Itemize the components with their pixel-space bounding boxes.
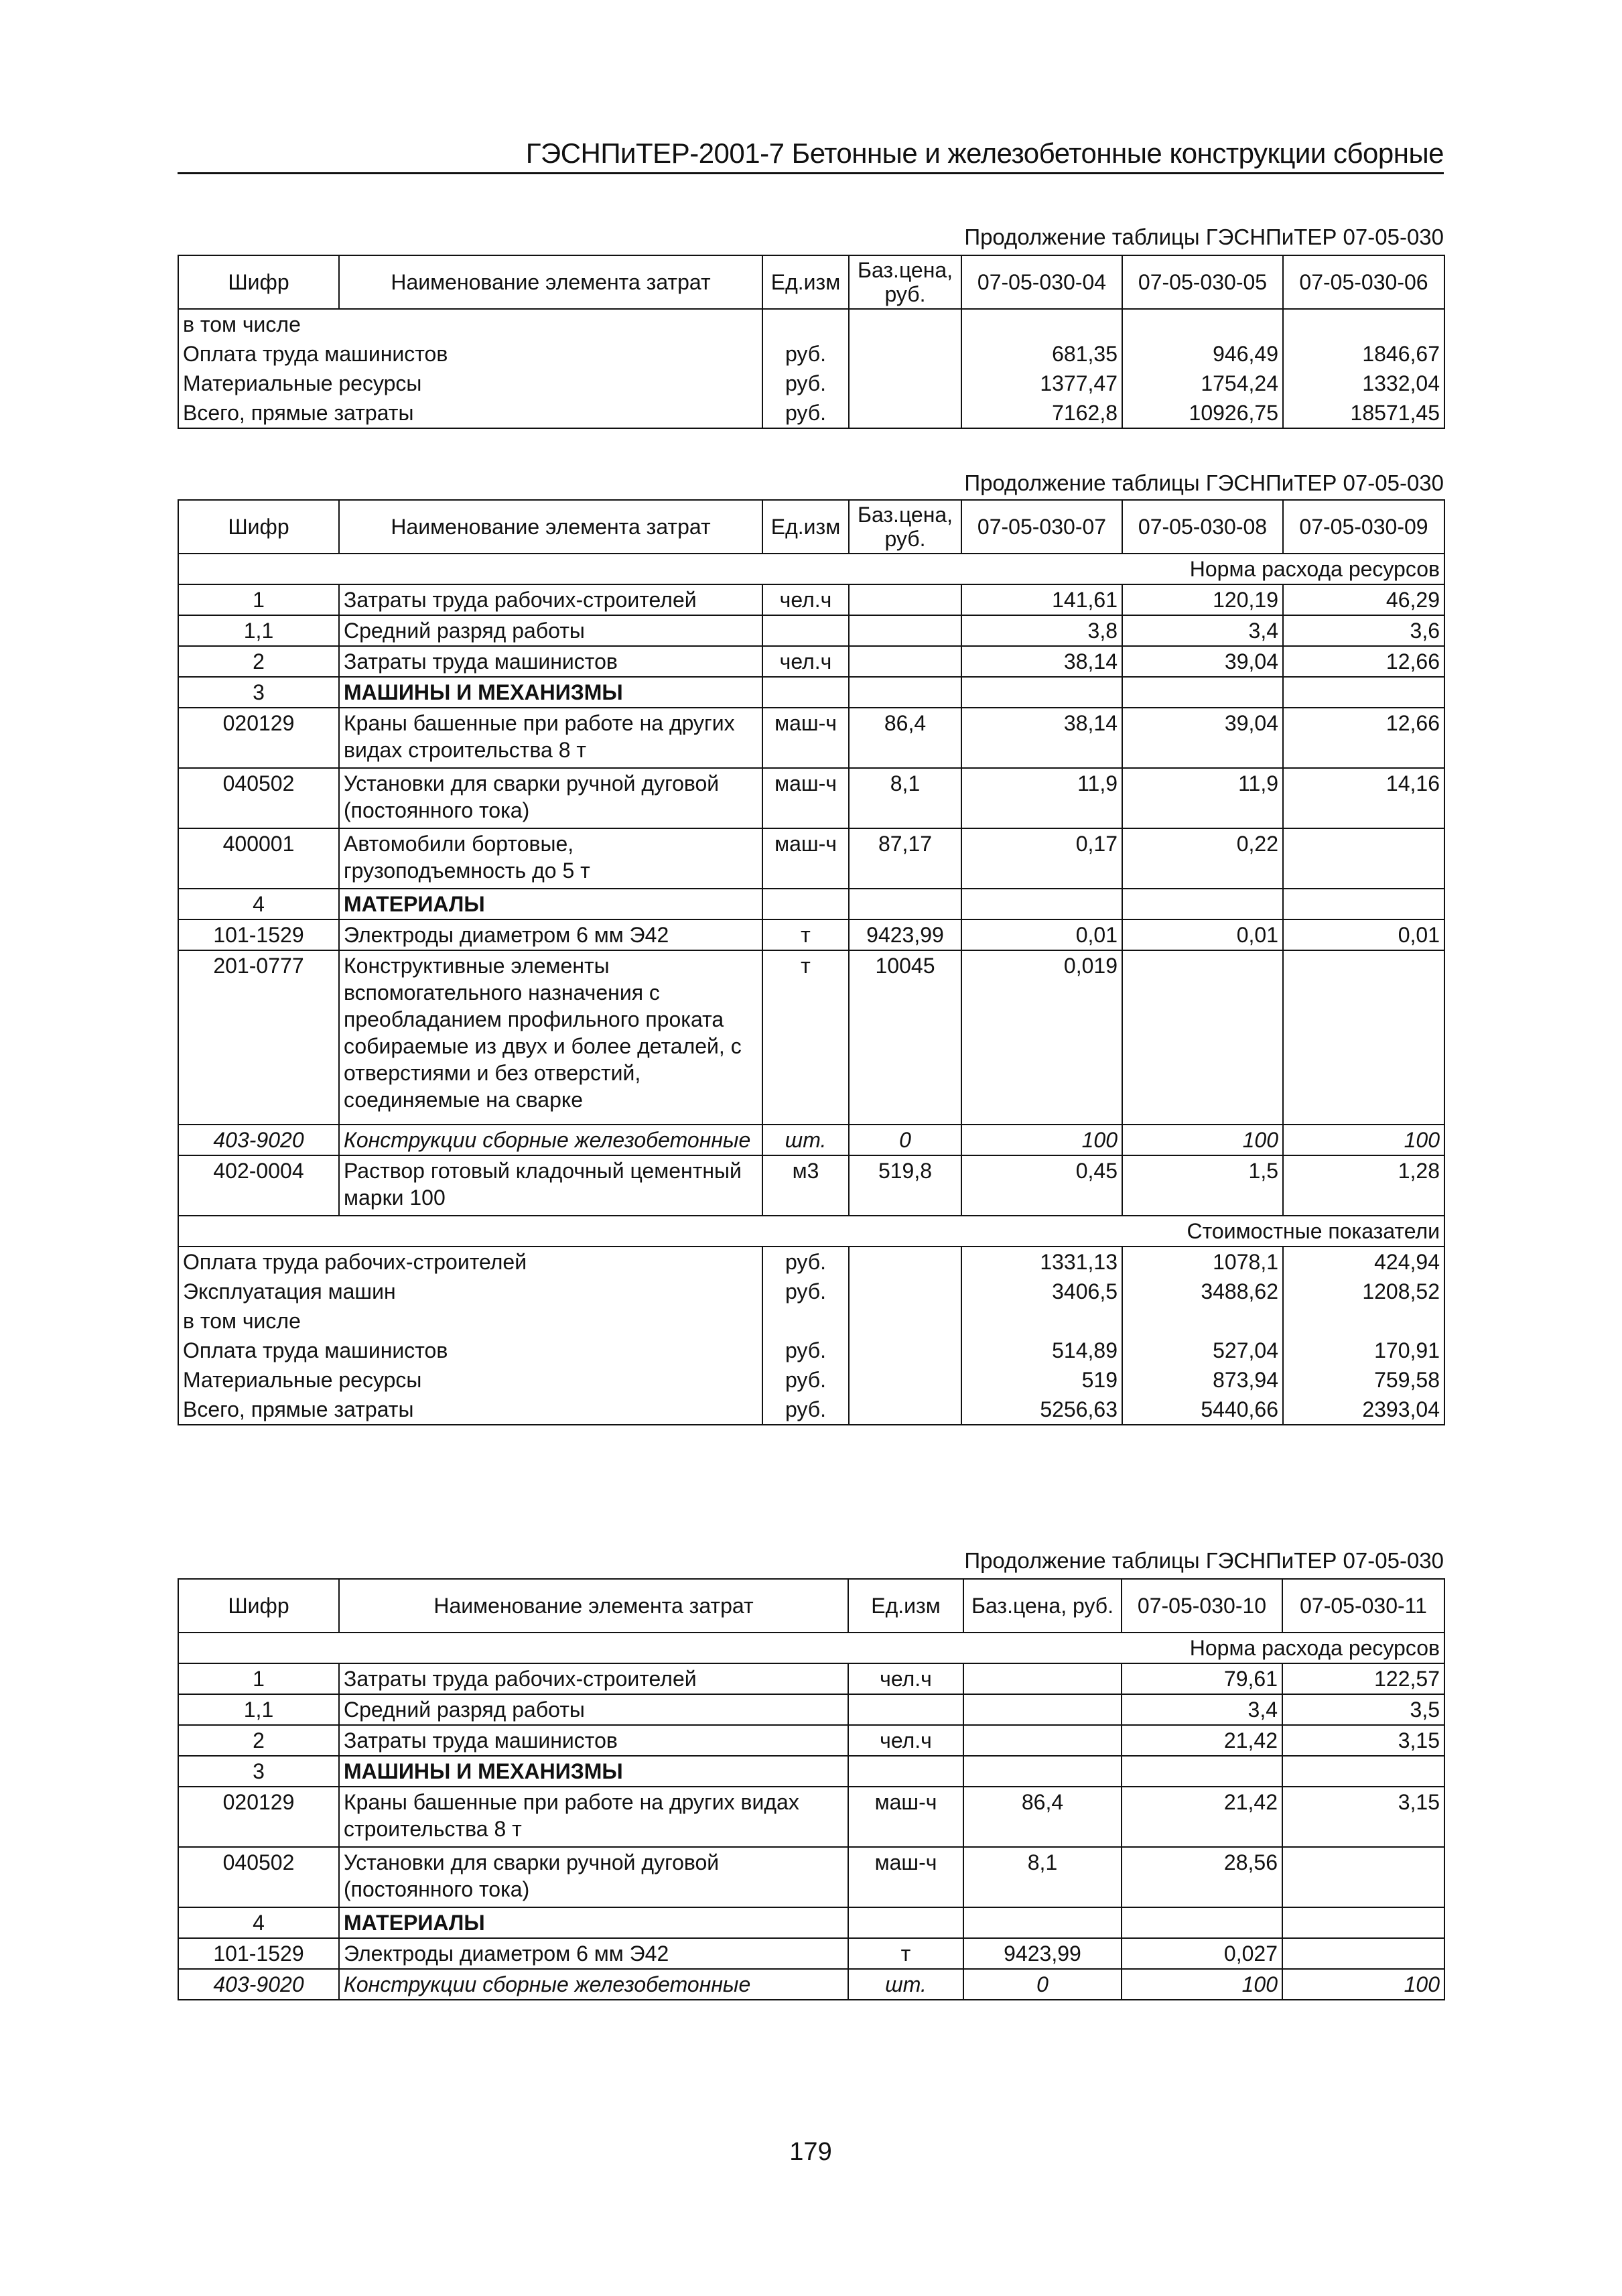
row-value: 3,15	[1282, 1725, 1444, 1756]
summary-value: 514,89	[961, 1336, 1122, 1365]
row-price	[963, 1907, 1122, 1938]
col-price: Баз.цена, руб.	[963, 1579, 1122, 1633]
row-price: 86,4	[849, 708, 961, 768]
summary-row	[178, 1277, 1444, 1306]
summary-price	[849, 1306, 961, 1336]
row-code: 4	[178, 889, 339, 919]
summary-row	[178, 1247, 1444, 1277]
col-code: Шифр	[178, 1579, 339, 1633]
row-value: 3,4	[1122, 615, 1283, 646]
row-code: 3	[178, 1756, 339, 1787]
row-unit	[762, 677, 849, 708]
row-value: 0,17	[961, 828, 1122, 889]
col-code-2: 07-05-030-08	[1122, 500, 1283, 554]
row-value	[1283, 828, 1444, 889]
norm-row: Норма расхода ресурсов	[178, 554, 1444, 584]
row-code: 400001	[178, 828, 339, 889]
row-value	[961, 677, 1122, 708]
row-value: 0,019	[961, 950, 1122, 1125]
row-value: 11,9	[961, 768, 1122, 828]
summary-row	[178, 1336, 1444, 1365]
row-value	[1282, 1847, 1444, 1907]
table-row	[178, 889, 1444, 919]
table3-caption: Продолжение таблицы ГЭСНПиТЕР 07-05-030	[964, 1548, 1444, 1573]
row-name: Затраты труда машинистов	[339, 1725, 848, 1756]
row-code: 1,1	[178, 615, 339, 646]
row-name: Средний разряд работы	[339, 615, 762, 646]
row-price	[849, 889, 961, 919]
table-row	[178, 1969, 1444, 2000]
table-row	[178, 584, 1444, 615]
row-unit: чел.ч	[762, 646, 849, 677]
document-header: ГЭСНПиТЕР-2001-7 Бетонные и железобетонные конструкции сборные	[525, 137, 1444, 169]
cost-row: Стоимостные показатели	[178, 1216, 1444, 1247]
row-value: 3,6	[1283, 615, 1444, 646]
row-unit: маш-ч	[762, 828, 849, 889]
summary-unit: руб.	[762, 1365, 849, 1395]
row-value	[1122, 677, 1283, 708]
row-value: 3,15	[1282, 1787, 1444, 1847]
row-name: Установки для сварки ручной дуговой (постоянного тока)	[339, 768, 762, 828]
row-value: 0,22	[1122, 828, 1283, 889]
table2-header-row	[178, 500, 1444, 554]
row-name: Краны башенные при работе на других видах строительства 8 т	[339, 1787, 848, 1847]
col-code: Шифр	[178, 255, 339, 309]
row-unit: т	[762, 919, 849, 950]
table1-header-row	[178, 255, 1444, 309]
summary-value: 5440,66	[1122, 1395, 1283, 1425]
col-code: Шифр	[178, 500, 339, 554]
row-name: Краны башенные при работе на других видах строительства 8 т	[339, 708, 762, 768]
summary-row	[178, 1306, 1444, 1336]
row-value: 39,04	[1122, 646, 1283, 677]
row-value: 12,66	[1283, 708, 1444, 768]
table-row	[178, 950, 1444, 1125]
row-value: 12,66	[1283, 646, 1444, 677]
row-value: 1,5	[1122, 1155, 1283, 1216]
row-value	[1282, 1907, 1444, 1938]
col-price: Баз.цена, руб.	[849, 500, 961, 554]
row-name: МАТЕРИАЛЫ	[339, 1907, 848, 1938]
summary-name: в том числе	[178, 1306, 762, 1336]
row-price	[963, 1694, 1122, 1725]
row-code: 3	[178, 677, 339, 708]
row-unit	[848, 1694, 963, 1725]
table-row	[178, 1907, 1444, 1938]
table-row	[178, 1787, 1444, 1847]
row-value	[961, 889, 1122, 919]
header-rule	[178, 172, 1444, 174]
summary-price	[849, 1395, 961, 1425]
row-value: 141,61	[961, 584, 1122, 615]
table-row	[178, 768, 1444, 828]
table-row	[178, 677, 1444, 708]
row-value: 100	[1282, 1969, 1444, 2000]
row-price	[963, 1663, 1122, 1694]
col-code-3: 07-05-030-09	[1283, 500, 1444, 554]
row-value: 3,4	[1122, 1694, 1282, 1725]
row-name: Электроды диаметром 6 мм Э42	[339, 1938, 848, 1969]
table-row	[178, 646, 1444, 677]
row-price: 9423,99	[849, 919, 961, 950]
summary-value	[1283, 1306, 1444, 1336]
row-name: МАШИНЫ И МЕХАНИЗМЫ	[339, 677, 762, 708]
row-value: 100	[1122, 1125, 1283, 1155]
row-code: 403-9020	[178, 1969, 339, 2000]
row-price: 0	[849, 1125, 961, 1155]
row-value: 100	[1283, 1125, 1444, 1155]
row-value: 120,19	[1122, 584, 1283, 615]
row-unit: чел.ч	[848, 1663, 963, 1694]
row-name: Конструкции сборные железобетонные	[339, 1125, 762, 1155]
summary-unit	[762, 1306, 849, 1336]
summary-price	[849, 1365, 961, 1395]
summary-name: Эксплуатация машин	[178, 1277, 762, 1306]
row-value	[1283, 950, 1444, 1125]
row-value: 1,28	[1283, 1155, 1444, 1216]
row-price: 8,1	[849, 768, 961, 828]
row-code: 403-9020	[178, 1125, 339, 1155]
row-name: Конструкции сборные железобетонные	[339, 1969, 848, 2000]
row-value: 0,027	[1122, 1938, 1282, 1969]
summary-name: Всего, прямые затраты	[178, 1395, 762, 1425]
table-row	[178, 1725, 1444, 1756]
summary-price	[849, 1277, 961, 1306]
summary-price	[849, 1247, 961, 1277]
summary-value: 3488,62	[1122, 1277, 1283, 1306]
table3	[178, 1578, 1445, 2000]
row-price	[849, 584, 961, 615]
summary-value: 424,94	[1283, 1247, 1444, 1277]
row-unit	[762, 889, 849, 919]
table-row	[178, 615, 1444, 646]
summary-value: 1208,52	[1283, 1277, 1444, 1306]
summary-value	[1122, 1306, 1283, 1336]
row-value	[1282, 1756, 1444, 1787]
summary-unit: руб.	[762, 1277, 849, 1306]
row-value	[1122, 1756, 1282, 1787]
row-code: 2	[178, 646, 339, 677]
summary-value	[961, 1306, 1122, 1336]
col-code-1: 07-05-030-07	[961, 500, 1122, 554]
table3-header-row	[178, 1579, 1444, 1633]
col-unit: Ед.изм	[762, 500, 849, 554]
row-unit: м3	[762, 1155, 849, 1216]
row-value: 79,61	[1122, 1663, 1282, 1694]
row-name: Раствор готовый кладочный цементный марки 100	[339, 1155, 762, 1216]
table-row	[178, 1125, 1444, 1155]
row-value: 3,8	[961, 615, 1122, 646]
table2	[178, 499, 1445, 1425]
row-price	[849, 646, 961, 677]
table-row	[178, 708, 1444, 768]
row-value: 11,9	[1122, 768, 1283, 828]
row-value	[1282, 1938, 1444, 1969]
table1	[178, 255, 1445, 429]
table-row: Всего, прямые затраты руб. 7162,8 10926,75 18571,45	[178, 398, 1444, 428]
row-unit: т	[762, 950, 849, 1125]
col-code-2: 07-05-030-05	[1122, 255, 1283, 309]
col-name: Наименование элемента затрат	[339, 1579, 848, 1633]
row-price: 10045	[849, 950, 961, 1125]
row-unit: маш-ч	[762, 768, 849, 828]
row-value: 46,29	[1283, 584, 1444, 615]
row-code: 1	[178, 1663, 339, 1694]
row-code: 201-0777	[178, 950, 339, 1125]
row-value	[1122, 950, 1283, 1125]
row-code: 1	[178, 584, 339, 615]
table1-caption: Продолжение таблицы ГЭСНПиТЕР 07-05-030	[964, 225, 1444, 249]
norm-row: Норма расхода ресурсов	[178, 1633, 1444, 1663]
summary-value: 519	[961, 1365, 1122, 1395]
table-row: Материальные ресурсы руб. 1377,47 1754,24 1332,04	[178, 369, 1444, 398]
row-price: 9423,99	[963, 1938, 1122, 1969]
row-code: 4	[178, 1907, 339, 1938]
row-name: Автомобили бортовые, грузоподъемность до 5 т	[339, 828, 762, 889]
row-name: Затраты труда рабочих-строителей	[339, 1663, 848, 1694]
row-code: 101-1529	[178, 1938, 339, 1969]
table-row	[178, 828, 1444, 889]
row-unit: чел.ч	[762, 584, 849, 615]
row-code: 020129	[178, 708, 339, 768]
row-price: 519,8	[849, 1155, 961, 1216]
row-price: 86,4	[963, 1787, 1122, 1847]
row-name: Установки для сварки ручной дуговой (постоянного тока)	[339, 1847, 848, 1907]
row-price	[963, 1725, 1122, 1756]
row-value: 100	[961, 1125, 1122, 1155]
table-row	[178, 1938, 1444, 1969]
table-row	[178, 1155, 1444, 1216]
table-row	[178, 919, 1444, 950]
page-number: 179	[789, 2138, 832, 2166]
summary-value: 527,04	[1122, 1336, 1283, 1365]
row-unit: маш-ч	[848, 1787, 963, 1847]
summary-value: 1331,13	[961, 1247, 1122, 1277]
summary-value: 1078,1	[1122, 1247, 1283, 1277]
row-code: 020129	[178, 1787, 339, 1847]
row-code: 402-0004	[178, 1155, 339, 1216]
row-code: 2	[178, 1725, 339, 1756]
summary-unit: руб.	[762, 1395, 849, 1425]
summary-price	[849, 1336, 961, 1365]
col-code-1: 07-05-030-04	[961, 255, 1122, 309]
table-row: в том числе	[178, 309, 1444, 339]
summary-value: 873,94	[1122, 1365, 1283, 1395]
col-price: Баз.цена, руб.	[849, 255, 961, 309]
summary-value: 3406,5	[961, 1277, 1122, 1306]
row-unit: шт.	[762, 1125, 849, 1155]
summary-unit: руб.	[762, 1247, 849, 1277]
summary-row	[178, 1365, 1444, 1395]
summary-name: Оплата труда машинистов	[178, 1336, 762, 1365]
col-code-3: 07-05-030-06	[1283, 255, 1444, 309]
row-unit: маш-ч	[848, 1847, 963, 1907]
table-row	[178, 1756, 1444, 1787]
row-value	[1122, 1907, 1282, 1938]
row-unit	[848, 1756, 963, 1787]
row-value: 0,01	[1283, 919, 1444, 950]
row-price	[963, 1756, 1122, 1787]
row-value: 0,01	[1122, 919, 1283, 950]
row-code: 040502	[178, 1847, 339, 1907]
row-code: 101-1529	[178, 919, 339, 950]
row-unit	[848, 1907, 963, 1938]
row-price	[849, 615, 961, 646]
row-value: 38,14	[961, 646, 1122, 677]
row-price: 8,1	[963, 1847, 1122, 1907]
row-value: 21,42	[1122, 1725, 1282, 1756]
row-value	[1283, 889, 1444, 919]
row-value: 38,14	[961, 708, 1122, 768]
row-unit: т	[848, 1938, 963, 1969]
row-value: 3,5	[1282, 1694, 1444, 1725]
row-code: 1,1	[178, 1694, 339, 1725]
row-name: Конструктивные элементы вспомогательного назначения с преобладанием профильного проката собираемые из двух и более деталей, с отверстиями и без отверстий, соединяемые на сварке	[339, 950, 762, 1125]
summary-name: Материальные ресурсы	[178, 1365, 762, 1395]
row-unit: маш-ч	[762, 708, 849, 768]
row-value: 21,42	[1122, 1787, 1282, 1847]
summary-value: 759,58	[1283, 1365, 1444, 1395]
row-unit	[762, 615, 849, 646]
summary-value: 5256,63	[961, 1395, 1122, 1425]
row-code: 040502	[178, 768, 339, 828]
row-name: Электроды диаметром 6 мм Э42	[339, 919, 762, 950]
table2-caption: Продолжение таблицы ГЭСНПиТЕР 07-05-030	[964, 470, 1444, 495]
summary-name: Оплата труда рабочих-строителей	[178, 1247, 762, 1277]
row-price: 87,17	[849, 828, 961, 889]
row-name: МАТЕРИАЛЫ	[339, 889, 762, 919]
table-row: Оплата труда машинистов руб. 681,35 946,49 1846,67	[178, 339, 1444, 369]
row-value: 39,04	[1122, 708, 1283, 768]
summary-value: 170,91	[1283, 1336, 1444, 1365]
row-price	[849, 677, 961, 708]
row-unit: шт.	[848, 1969, 963, 2000]
row-value: 28,56	[1122, 1847, 1282, 1907]
col-name: Наименование элемента затрат	[339, 500, 762, 554]
row-value: 14,16	[1283, 768, 1444, 828]
row-name: МАШИНЫ И МЕХАНИЗМЫ	[339, 1756, 848, 1787]
row-value	[1122, 889, 1283, 919]
row-price: 0	[963, 1969, 1122, 2000]
row-name: Средний разряд работы	[339, 1694, 848, 1725]
row-value: 0,45	[961, 1155, 1122, 1216]
row-value	[1283, 677, 1444, 708]
row-name: Затраты труда машинистов	[339, 646, 762, 677]
row-unit: чел.ч	[848, 1725, 963, 1756]
col-unit: Ед.изм	[762, 255, 849, 309]
table-row	[178, 1847, 1444, 1907]
summary-row	[178, 1395, 1444, 1425]
row-value: 122,57	[1282, 1663, 1444, 1694]
col-code-1: 07-05-030-10	[1122, 1579, 1282, 1633]
table-row	[178, 1694, 1444, 1725]
row-value: 0,01	[961, 919, 1122, 950]
col-name: Наименование элемента затрат	[339, 255, 762, 309]
row-value: 100	[1122, 1969, 1282, 2000]
col-unit: Ед.изм	[848, 1579, 963, 1633]
table-row	[178, 1663, 1444, 1694]
col-code-2: 07-05-030-11	[1282, 1579, 1444, 1633]
summary-value: 2393,04	[1283, 1395, 1444, 1425]
summary-unit: руб.	[762, 1336, 849, 1365]
row-name: Затраты труда рабочих-строителей	[339, 584, 762, 615]
